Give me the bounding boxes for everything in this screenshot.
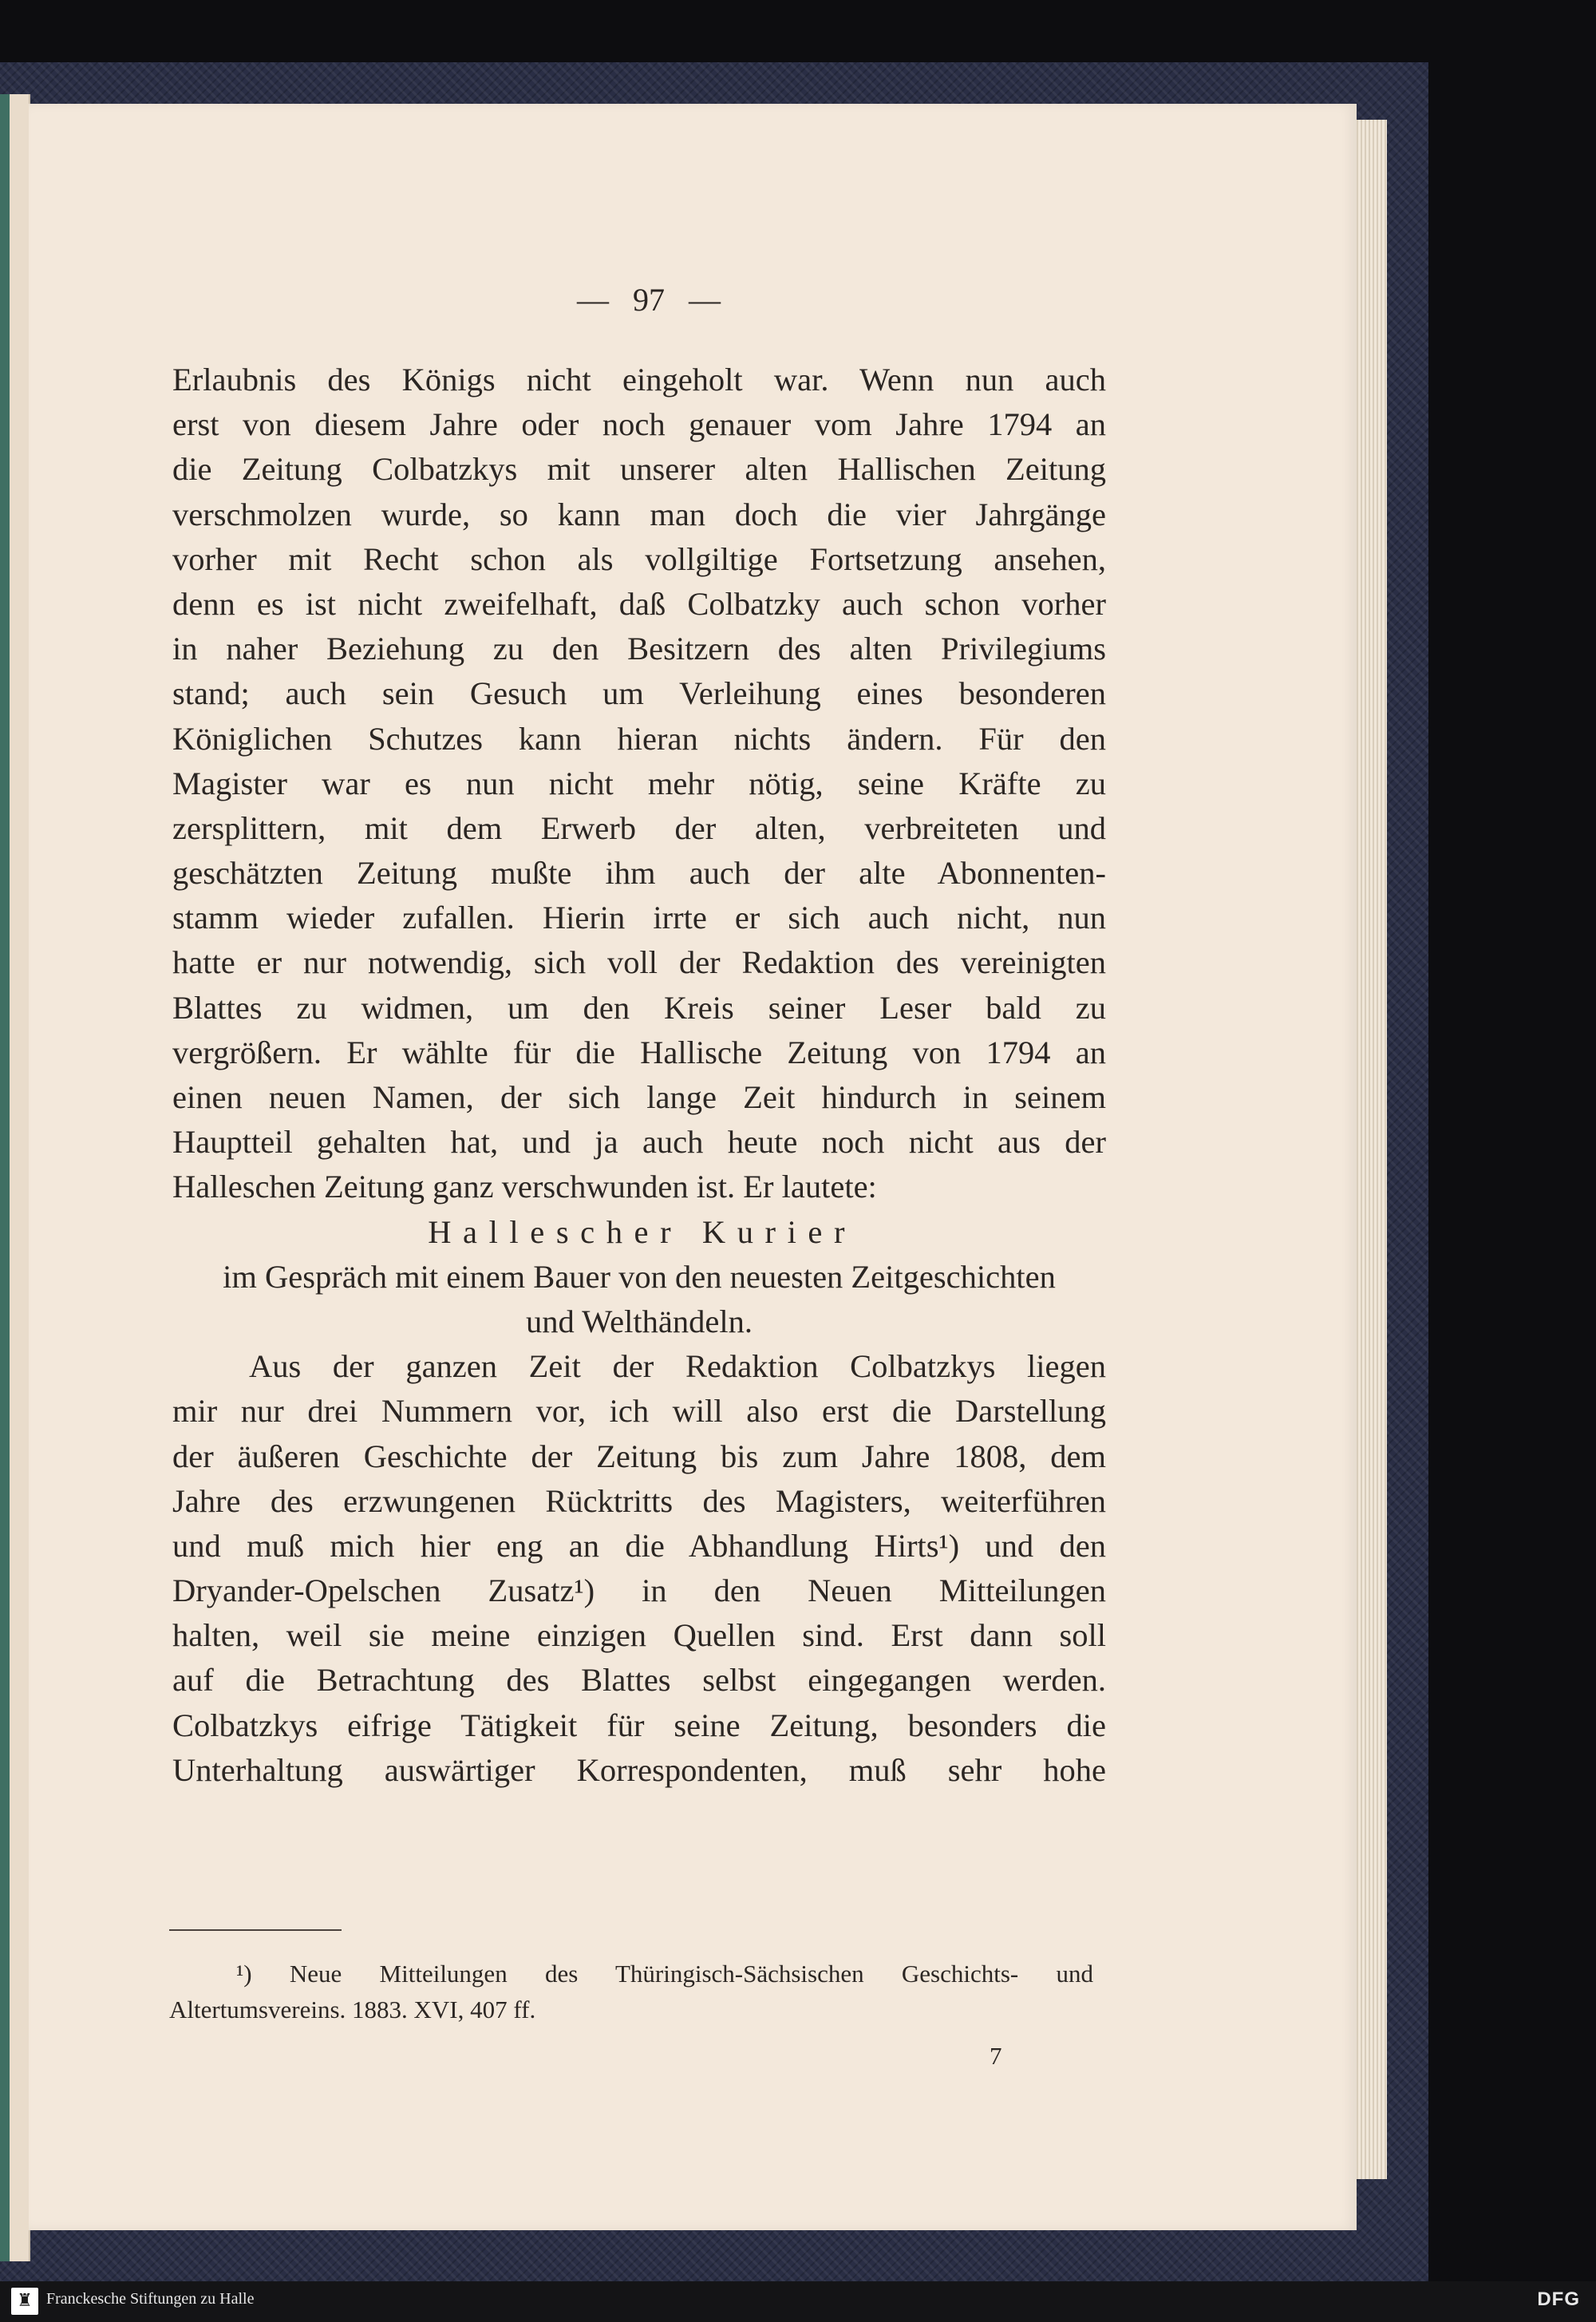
text-line: Jahre des erzwungenen Rücktritts des Magisters, weiterführen: [172, 1482, 1106, 1519]
text-line: Unterhaltung auswärtiger Korrespondenten, muß sehr hohe: [172, 1751, 1106, 1788]
footnote-rule: [169, 1929, 342, 1931]
footnote-line: Altertumsvereins. 1883. XVI, 407 ff.: [169, 1996, 536, 2023]
text-line: auf die Betrachtung des Blattes selbst eingegangen werden.: [172, 1662, 1106, 1699]
text-line: hatte er nur notwendig, sich voll der Redaktion des vereinigten: [172, 944, 1106, 981]
institution-logo-icon[interactable]: ♜: [11, 2288, 38, 2315]
page-stack-edge: [1357, 120, 1387, 2179]
footnote: [169, 1956, 1093, 2027]
text-line: geschätzten Zeitung mußte ihm auch der alte Abonnenten-: [172, 855, 1106, 892]
text-line: Halleschen Zeitung ganz verschwunden ist. Er lautete:: [172, 1169, 877, 1205]
book-page: [29, 104, 1357, 2230]
text-line: halten, weil sie meine einzigen Quellen sind. Erst dann soll: [172, 1617, 1106, 1654]
text-line: denn es ist nicht zweifelhaft, daß Colbatzky auch schon vorher: [172, 585, 1106, 622]
text-line: einen neuen Namen, der sich lange Zeit hindurch in seinem: [172, 1079, 1106, 1115]
newspaper-subtitle: im Gespräch mit einem Bauer von den neuesten Zeitgeschichten: [223, 1258, 1056, 1295]
footnote-line: ¹) Neue Mitteilungen des Thüringisch-Sächsischen Geschichts- und: [236, 1960, 1093, 1988]
text-line: Königlichen Schutzes kann hieran nichts ändern. Für den: [172, 720, 1106, 757]
text-line: Magister war es nun nicht mehr nötig, seine Kräfte zu: [172, 765, 1106, 801]
newspaper-title: Hallescher Kurier: [428, 1213, 857, 1250]
text-line: Blattes zu widmen, um den Kreis seiner Leser bald zu: [172, 989, 1106, 1026]
dfg-logo[interactable]: DFG: [1537, 2288, 1580, 2310]
text-line: Dryander-Opelschen Zusatz¹) in den Neuen Mitteilungen: [172, 1572, 1106, 1609]
viewer-footer: [0, 2281, 1596, 2322]
text-line: erst von diesem Jahre oder noch genauer vom Jahre 1794 an: [172, 406, 1106, 443]
left-board-strip: [0, 94, 10, 2261]
text-line: die Zeitung Colbatzkys mit unserer alten Hallischen Zeitung: [172, 451, 1106, 488]
text-line: und muß mich hier eng an die Abhandlung Hirts¹) und den: [172, 1527, 1106, 1564]
text-line: Erlaubnis des Königs nicht eingeholt war. Wenn nun auch: [172, 362, 1106, 398]
page-number: — 97 —: [577, 282, 721, 318]
text-line: stand; auch sein Gesuch um Verleihung eines besonderen: [172, 675, 1106, 712]
text-line: verschmolzen wurde, so kann man doch die vier Jahrgänge: [172, 496, 1106, 532]
text-line: Hauptteil gehalten hat, und ja auch heute noch nicht aus der: [172, 1124, 1106, 1161]
text-line: Colbatzkys eifrige Tätigkeit für seine Zeitung, besonders die: [172, 1707, 1106, 1743]
text-line: zersplittern, mit dem Erwerb der alten, verbreiteten und: [172, 809, 1106, 846]
text-line: vorher mit Recht schon als vollgiltige Fortsetzung ansehen,: [172, 540, 1106, 577]
body-text: [172, 358, 1106, 1793]
newspaper-subtitle: und Welthändeln.: [526, 1303, 753, 1339]
text-line: vergrößern. Er wählte für die Hallische Zeitung von 1794 an: [172, 1034, 1106, 1070]
text-line: mir nur drei Nummern vor, ich will also erst die Darstellung: [172, 1393, 1106, 1430]
text-line: stamm wieder zufallen. Hierin irrte er sich auch nicht, nun: [172, 900, 1106, 936]
text-line: in naher Beziehung zu den Besitzern des alten Privilegiums: [172, 631, 1106, 667]
text-line: Aus der ganzen Zeit der Redaktion Colbatzkys liegen: [249, 1348, 1106, 1385]
signature-mark: 7: [990, 2042, 1002, 2070]
text-line: der äußeren Geschichte der Zeitung bis zum Jahre 1808, dem: [172, 1438, 1106, 1474]
institution-name[interactable]: Franckesche Stiftungen zu Halle: [46, 2290, 255, 2308]
